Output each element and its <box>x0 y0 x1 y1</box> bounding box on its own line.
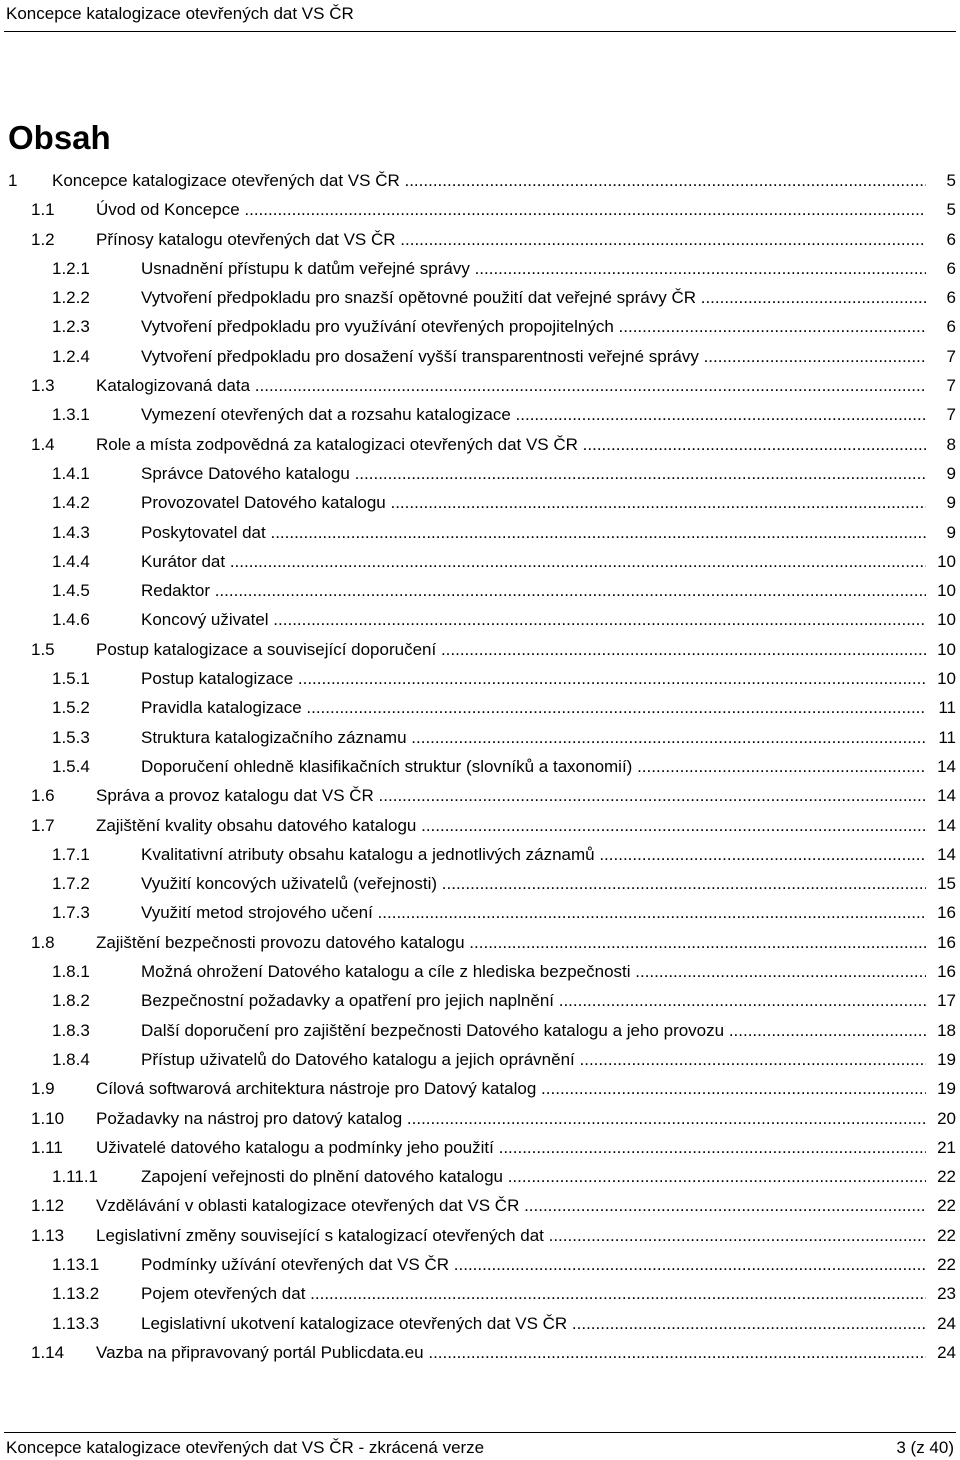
toc-entry-title: Bezpečnostní požadavky a opatření pro jejich naplnění ..... <box>141 986 926 1015</box>
toc-entry-title: Využití koncových uživatelů (veřejnosti) ..... <box>141 869 926 898</box>
toc-entry[interactable] <box>0 1191 960 1220</box>
toc-entry-page: 23 <box>926 1279 956 1308</box>
toc-entry-number: 1.2.4 <box>52 346 90 366</box>
toc-entry-title: Usnadnění přístupu k datům veřejné správy ..... <box>141 254 926 283</box>
toc-entry-page: 14 <box>926 840 956 869</box>
toc-entry-number: 1.4.4 <box>52 551 90 571</box>
toc-entry-page: 14 <box>926 781 956 810</box>
toc-entry-number: 1.8.3 <box>52 1020 90 1040</box>
toc-entry-number: 1.5.3 <box>52 727 90 747</box>
toc-entry-number: 1.4.6 <box>52 610 90 630</box>
toc-entry-number: 1.2.3 <box>52 317 90 337</box>
toc-entry-page: 8 <box>926 430 956 459</box>
toc-entry-title: Úvod od Koncepce ..... <box>96 195 926 224</box>
toc-entry-title: Pojem otevřených dat ..... <box>141 1279 926 1308</box>
toc-entry[interactable] <box>0 957 960 986</box>
toc-entry[interactable] <box>0 400 960 429</box>
toc-entry-page: 6 <box>926 283 956 312</box>
toc-entry-number: 1.11.1 <box>52 1167 99 1187</box>
toc-entry-page: 14 <box>926 752 956 781</box>
toc-entry-number: 1.11 <box>31 1137 63 1157</box>
toc-entry[interactable] <box>0 195 960 224</box>
running-footer-title: Koncepce katalogizace otevřených dat VS ČR - zkrácená verze <box>6 1438 485 1457</box>
toc-entry-title: Správa a provoz katalogu dat VS ČR ..... <box>96 781 926 810</box>
toc-entry-page: 10 <box>926 635 956 664</box>
toc-entry-title: Doporučení ohledně klasifikačních struktur (slovníků a taxonomií) ..... <box>141 752 926 781</box>
toc-entry-title: Vymezení otevřených dat a rozsahu katalogizace ..... <box>141 400 926 429</box>
toc-entry[interactable] <box>0 342 960 371</box>
toc-entry-page: 9 <box>926 518 956 547</box>
toc-entry[interactable] <box>0 781 960 810</box>
toc-entry-number: 1.12 <box>31 1196 65 1216</box>
toc-entry-number: 1.8.4 <box>52 1049 90 1069</box>
toc-entry[interactable] <box>0 869 960 898</box>
toc-entry-title: Katalogizovaná data ..... <box>96 371 926 400</box>
toc-entry[interactable] <box>0 723 960 752</box>
toc-entry-number: 1.2.1 <box>52 258 90 278</box>
toc-entry[interactable] <box>0 1104 960 1133</box>
toc-entry[interactable] <box>0 576 960 605</box>
toc-entry-number: 1.6 <box>31 786 55 806</box>
toc-entry-number: 1.8.1 <box>52 962 90 982</box>
header-divider <box>4 31 956 32</box>
toc-entry[interactable] <box>0 547 960 576</box>
toc-entry[interactable] <box>0 254 960 283</box>
toc-entry[interactable] <box>0 166 960 195</box>
toc-entry[interactable] <box>0 1338 960 1367</box>
toc-entry[interactable] <box>0 312 960 341</box>
toc-entry[interactable] <box>0 225 960 254</box>
toc-entry[interactable] <box>0 898 960 927</box>
toc-entry-number: 1 <box>8 171 18 190</box>
toc-entry-number: 1.9 <box>31 1079 55 1099</box>
toc-entry-number: 1.4.2 <box>52 493 90 513</box>
toc-entry-title: Legislativní ukotvení katalogizace otevřených dat VS ČR ..... <box>141 1309 926 1338</box>
toc-entry[interactable] <box>0 518 960 547</box>
toc-entry-title: Vytvoření předpokladu pro dosažení vyšší transparentnosti veřejné správy ..... <box>141 342 926 371</box>
toc-entry-page: 10 <box>926 547 956 576</box>
toc-entry[interactable] <box>0 664 960 693</box>
toc-entry-number: 1.4.5 <box>52 581 90 601</box>
toc-entry-title: Přínosy katalogu otevřených dat VS ČR ..... <box>96 225 926 254</box>
toc-entry-title: Legislativní změny související s katalogizací otevřených dat ..... <box>96 1221 926 1250</box>
toc-entry-page: 16 <box>926 957 956 986</box>
footer-divider <box>4 1432 956 1433</box>
toc-entry[interactable] <box>0 635 960 664</box>
toc-entry-title: Poskytovatel dat ..... <box>141 518 926 547</box>
toc-entry-title: Role a místa zodpovědná za katalogizaci otevřených dat VS ČR ..... <box>96 430 926 459</box>
toc-entry-page: 10 <box>926 605 956 634</box>
toc-entry-page: 5 <box>926 195 956 224</box>
toc-entry-number: 1.3 <box>31 376 55 396</box>
toc-entry-number: 1.4.1 <box>52 463 90 483</box>
toc-entry-page: 7 <box>926 400 956 429</box>
toc-entry-title: Zajištění bezpečnosti provozu datového katalogu ..... <box>96 928 926 957</box>
toc-entry-page: 21 <box>926 1133 956 1162</box>
page-number: 3 (z 40) <box>896 1438 954 1457</box>
toc-entry[interactable] <box>0 928 960 957</box>
toc-entry-title: Koncepce katalogizace otevřených dat VS ČR ..... <box>52 166 926 195</box>
toc-entry-title: Struktura katalogizačního záznamu ..... <box>141 723 926 752</box>
toc-entry-title: Vytvoření předpokladu pro využívání otevřených propojitelných ..... <box>141 312 926 341</box>
toc-entry-page: 9 <box>926 488 956 517</box>
toc-entry-title: Kurátor dat ..... <box>141 547 926 576</box>
toc-entry-page: 20 <box>926 1104 956 1133</box>
toc-entry-page: 14 <box>926 811 956 840</box>
toc-entry-title: Pravidla katalogizace ..... <box>141 693 926 722</box>
toc-entry[interactable] <box>0 488 960 517</box>
toc-entry-page: 22 <box>926 1162 956 1191</box>
toc-entry-title: Kvalitativní atributy obsahu katalogu a jednotlivých záznamů ..... <box>141 840 926 869</box>
toc-entry[interactable] <box>0 1016 960 1045</box>
toc-entry-number: 1.5 <box>31 639 55 659</box>
table-of-contents <box>0 166 960 1367</box>
toc-entry-number: 1.2 <box>31 229 55 249</box>
toc-entry-page: 15 <box>926 869 956 898</box>
toc-entry-title: Možná ohrožení Datového katalogu a cíle z hlediska bezpečnosti ..... <box>141 957 926 986</box>
toc-entry-page: 10 <box>926 664 956 693</box>
toc-entry[interactable] <box>0 840 960 869</box>
toc-entry-title: Postup katalogizace a související doporučení ..... <box>96 635 926 664</box>
toc-entry-page: 16 <box>926 928 956 957</box>
toc-entry[interactable] <box>0 459 960 488</box>
toc-entry[interactable] <box>0 1045 960 1074</box>
toc-entry-page: 6 <box>926 254 956 283</box>
toc-entry-page: 6 <box>926 312 956 341</box>
toc-entry-number: 1.5.2 <box>52 698 90 718</box>
running-header-title: Koncepce katalogizace otevřených dat VS ČR <box>6 4 354 23</box>
toc-entry[interactable] <box>0 430 960 459</box>
toc-entry-page: 24 <box>926 1309 956 1338</box>
toc-entry-number: 1.10 <box>31 1108 65 1128</box>
toc-entry-number: 1.4 <box>31 434 55 454</box>
toc-entry-title: Vzdělávání v oblasti katalogizace otevřených dat VS ČR ..... <box>96 1191 926 1220</box>
toc-heading: Obsah <box>8 119 111 156</box>
toc-entry-number: 1.8.2 <box>52 991 90 1011</box>
toc-entry-number: 1.4.3 <box>52 522 90 542</box>
toc-entry-page: 17 <box>926 986 956 1015</box>
toc-entry[interactable] <box>0 986 960 1015</box>
toc-entry-page: 11 <box>926 723 956 752</box>
toc-entry[interactable] <box>0 1074 960 1103</box>
toc-entry-title: Koncový uživatel ..... <box>141 605 926 634</box>
toc-entry-title: Podmínky užívání otevřených dat VS ČR ..... <box>141 1250 926 1279</box>
toc-entry[interactable] <box>0 605 960 634</box>
toc-entry-number: 1.3.1 <box>52 405 90 425</box>
toc-entry-page: 7 <box>926 371 956 400</box>
toc-entry-title: Vytvoření předpokladu pro snazší opětovné použití dat veřejné správy ČR ..... <box>141 283 926 312</box>
toc-entry-number: 1.2.2 <box>52 288 90 308</box>
toc-entry-page: 18 <box>926 1016 956 1045</box>
toc-entry-number: 1.14 <box>31 1342 65 1362</box>
toc-entry-number: 1.13 <box>31 1225 65 1245</box>
toc-entry-number: 1.1 <box>31 200 55 220</box>
toc-entry[interactable] <box>0 1221 960 1250</box>
toc-entry-number: 1.7.1 <box>52 844 90 864</box>
toc-entry-number: 1.7.2 <box>52 874 90 894</box>
toc-entry[interactable] <box>0 1133 960 1162</box>
toc-entry-number: 1.13.1 <box>52 1254 100 1274</box>
toc-entry-title: Vazba na připravovaný portál Publicdata.eu ..... <box>96 1338 926 1367</box>
toc-entry-title: Správce Datového katalogu ..... <box>141 459 926 488</box>
toc-entry-title: Uživatelé datového katalogu a podmínky jeho použití ..... <box>96 1133 926 1162</box>
toc-entry-number: 1.5.4 <box>52 756 90 776</box>
toc-entry-page: 9 <box>926 459 956 488</box>
toc-entry-number: 1.8 <box>31 932 55 952</box>
toc-entry[interactable] <box>0 371 960 400</box>
toc-entry[interactable] <box>0 811 960 840</box>
toc-entry-title: Postup katalogizace ..... <box>141 664 926 693</box>
toc-entry-page: 22 <box>926 1250 956 1279</box>
toc-entry-title: Požadavky na nástroj pro datový katalog ..... <box>96 1104 926 1133</box>
toc-entry-number: 1.7.3 <box>52 903 90 923</box>
toc-entry-title: Cílová softwarová architektura nástroje pro Datový katalog ..... <box>96 1074 926 1103</box>
toc-entry[interactable] <box>0 1279 960 1308</box>
toc-entry-page: 22 <box>926 1191 956 1220</box>
toc-entry[interactable] <box>0 693 960 722</box>
toc-entry-title: Přístup uživatelů do Datového katalogu a jejich oprávnění ..... <box>141 1045 926 1074</box>
toc-entry[interactable] <box>0 1250 960 1279</box>
toc-entry-number: 1.5.1 <box>52 669 90 689</box>
toc-entry-page: 7 <box>926 342 956 371</box>
toc-entry[interactable] <box>0 1309 960 1338</box>
toc-entry-title: Provozovatel Datového katalogu ..... <box>141 488 926 517</box>
toc-entry-number: 1.13.3 <box>52 1313 100 1333</box>
toc-entry-page: 16 <box>926 898 956 927</box>
toc-entry-title: Zajištění kvality obsahu datového katalogu ..... <box>96 811 926 840</box>
toc-entry-title: Redaktor ..... <box>141 576 926 605</box>
toc-entry-page: 10 <box>926 576 956 605</box>
toc-entry-number: 1.13.2 <box>52 1284 100 1304</box>
toc-entry[interactable] <box>0 283 960 312</box>
toc-entry-title: Zapojení veřejnosti do plnění datového katalogu ..... <box>141 1162 926 1191</box>
toc-entry-page: 24 <box>926 1338 956 1367</box>
toc-entry-page: 5 <box>926 166 956 195</box>
toc-entry[interactable] <box>0 752 960 781</box>
toc-entry-page: 19 <box>926 1074 956 1103</box>
toc-entry-title: Využití metod strojového učení ..... <box>141 898 926 927</box>
toc-entry-page: 11 <box>926 693 956 722</box>
toc-entry-number: 1.7 <box>31 815 55 835</box>
toc-entry-page: 19 <box>926 1045 956 1074</box>
toc-entry-title: Další doporučení pro zajištění bezpečnosti Datového katalogu a jeho provozu ..... <box>141 1016 926 1045</box>
toc-entry-page: 22 <box>926 1221 956 1250</box>
toc-entry[interactable] <box>0 1162 960 1191</box>
toc-entry-page: 6 <box>926 225 956 254</box>
